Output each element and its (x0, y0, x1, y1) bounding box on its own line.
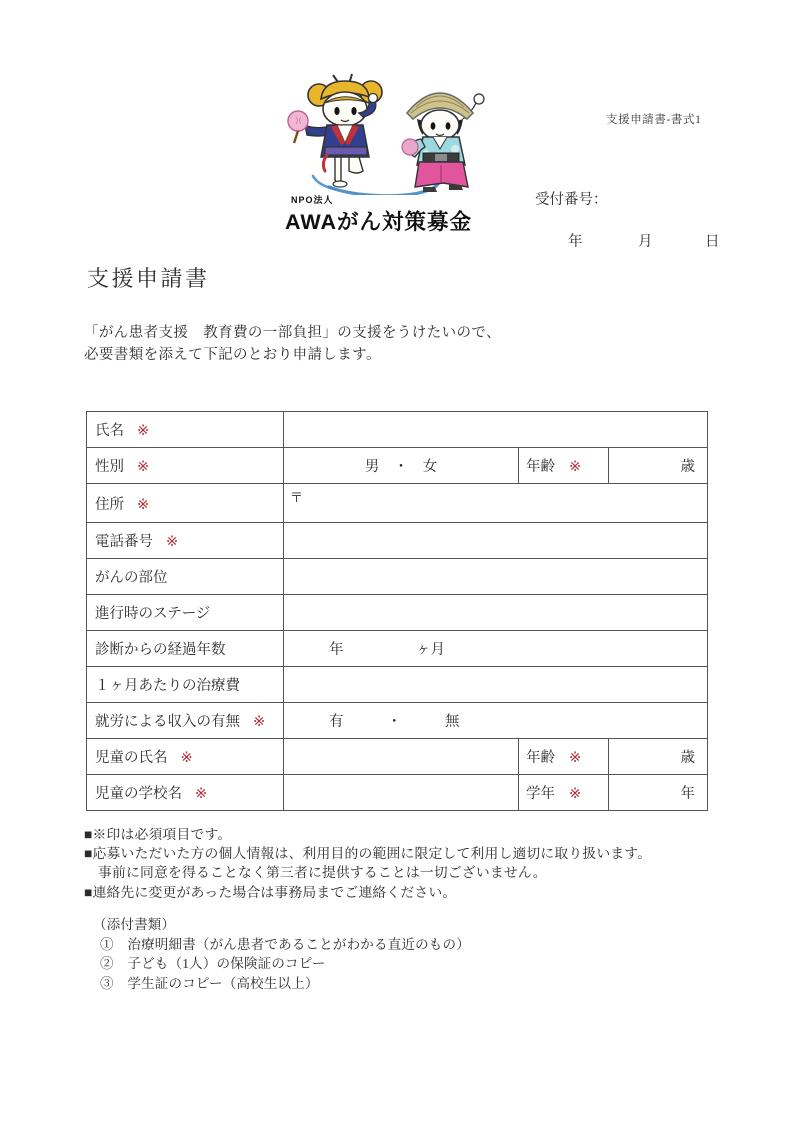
awa-dancers-illustration-icon (283, 73, 515, 195)
required-mark: ※ (569, 786, 582, 802)
right-dancer (402, 93, 484, 192)
org-type-label: NPO法人 (291, 195, 334, 205)
table-row-address (87, 484, 708, 523)
note-line: ■応募いただいた方の個人情報は、利用目的の範囲に限定して利用し適切に取り扱います。 (84, 846, 652, 862)
field-label: がんの部位 (95, 570, 168, 586)
field-label: 住所 (95, 496, 124, 513)
intro-paragraph (84, 322, 501, 366)
field-value-cell (284, 523, 708, 559)
field-label: 学年 (526, 786, 555, 802)
field-value-cell (284, 703, 708, 739)
unit-label: 歳 (680, 459, 696, 475)
date-day-label: 日 (705, 234, 720, 250)
field-label-cell (87, 484, 284, 523)
field-value-cell (284, 559, 708, 595)
field-value-cell (284, 484, 708, 523)
unit-cell (609, 448, 708, 484)
table-row-name (87, 412, 708, 448)
table-row-employment-income (87, 703, 708, 739)
postal-mark: 〒 (290, 490, 304, 505)
table-row-phone (87, 523, 708, 559)
table-row-child-name (87, 739, 708, 775)
field-value-cell (284, 667, 708, 703)
grade-label-cell (519, 775, 609, 811)
table-row-cancer-site (87, 559, 708, 595)
field-value: 年 ヶ月 (329, 642, 445, 658)
field-value-cell (284, 775, 519, 811)
field-label: １ヶ月あたりの治療費 (95, 678, 240, 694)
page-title: 支援申請書 (87, 266, 210, 291)
note-line: 事前に同意を得ることなく第三者に提供することは一切ございません。 (84, 865, 547, 881)
field-label-cell (87, 523, 284, 559)
table-row-child-school (87, 775, 708, 811)
field-label: 診断からの経過年数 (95, 642, 226, 658)
field-label: 就労による収入の有無 (95, 714, 240, 730)
application-table (86, 411, 708, 811)
attachment-item: ① 治療明細書（がん患者であることがわかる直近のもの） (100, 936, 470, 952)
required-mark: ※ (569, 459, 582, 475)
field-label: 進行時のステージ (95, 606, 211, 622)
table-row-years-since-diagnosis (87, 631, 708, 667)
unit-cell (609, 739, 708, 775)
logo-text (283, 193, 515, 236)
field-label-cell (87, 739, 284, 775)
field-label: 児童の学校名 (95, 786, 182, 802)
required-mark: ※ (137, 496, 150, 513)
required-mark: ※ (569, 750, 582, 766)
field-value-cell (284, 739, 519, 775)
org-name-label: AWAがん対策募金 (285, 210, 472, 234)
date-month-label: 月 (638, 234, 653, 250)
date-year-label: 年 (568, 234, 583, 250)
field-value-cell (284, 631, 708, 667)
field-label-cell (87, 703, 284, 739)
table-row-monthly-cost (87, 667, 708, 703)
note-line: ■連絡先に変更があった場合は事務局までご連絡ください。 (84, 884, 457, 900)
field-label: 氏名 (95, 423, 124, 439)
left-dancer (288, 74, 382, 187)
required-mark: ※ (166, 534, 179, 550)
note-line: ■※印は必須項目です。 (84, 827, 232, 842)
intro-line-1: 「がん患者支援 教育費の一部負担」の支援をうけたいので、 (84, 325, 501, 341)
field-label: 性別 (95, 459, 124, 475)
required-mark: ※ (137, 459, 150, 475)
receipt-number-label: 受付番号： (535, 192, 608, 208)
required-mark: ※ (195, 786, 208, 802)
field-label: 年齢 (526, 459, 555, 475)
field-label-cell (87, 631, 284, 667)
field-value-cell (284, 448, 519, 484)
attachments-heading: （添付書類） (93, 917, 176, 932)
field-label-cell (87, 559, 284, 595)
field-label-cell (87, 448, 284, 484)
field-label-cell (87, 667, 284, 703)
attachments-section (93, 915, 470, 993)
age-label-cell (519, 448, 609, 484)
notes-section (84, 825, 651, 902)
unit-cell (609, 775, 708, 811)
required-mark: ※ (253, 714, 266, 730)
required-mark: ※ (180, 750, 193, 766)
org-logo (283, 73, 515, 236)
attachment-item: ③ 学生証のコピー（高校生以上） (100, 975, 319, 991)
field-label-cell (87, 595, 284, 631)
age-label-cell (519, 739, 609, 775)
field-label: 電話番号 (95, 534, 153, 550)
table-row-gender (87, 448, 708, 484)
field-value-cell (284, 595, 708, 631)
unit-label: 歳 (680, 750, 696, 766)
form-code-label: 支援申請書-書式1 (606, 114, 702, 126)
attachment-item: ② 子ども（1人）の保険証のコピー (100, 956, 326, 971)
field-label: 児童の氏名 (95, 750, 168, 766)
intro-line-2: 必要書類を添えて下記のとおり申請します。 (84, 347, 381, 363)
field-label: 年齢 (526, 750, 555, 766)
unit-label: 年 (680, 786, 696, 802)
field-label-cell (87, 412, 284, 448)
field-value: 有 ・ 無 (329, 714, 460, 730)
field-label-cell (87, 775, 284, 811)
field-value-cell (284, 412, 708, 448)
field-value: 男 ・ 女 (364, 459, 438, 475)
required-mark: ※ (137, 423, 150, 439)
table-row-stage (87, 595, 708, 631)
